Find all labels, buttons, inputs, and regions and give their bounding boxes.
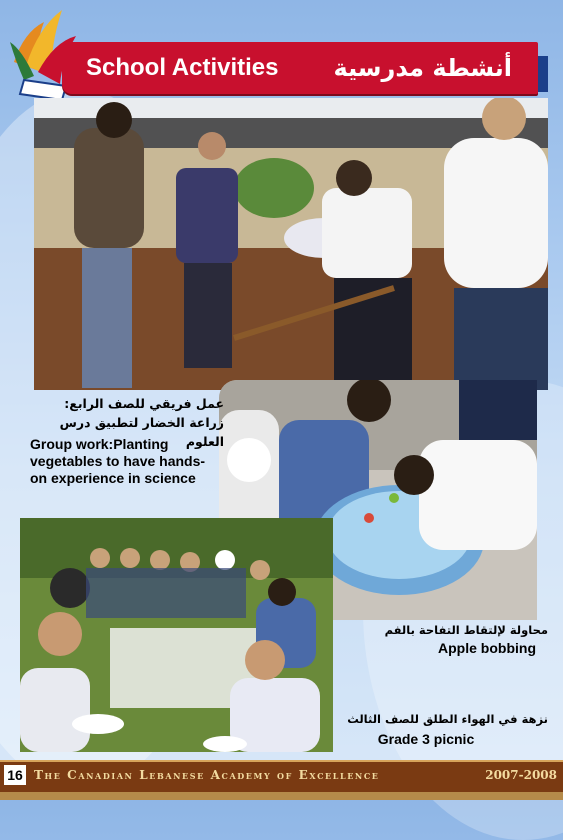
- footer-bar: [0, 760, 563, 794]
- caption-group-work: Group work:Planting vegetables to have hands-on experience in science: [30, 436, 206, 486]
- photo-planting: [34, 98, 548, 390]
- banner-accent: [538, 56, 548, 92]
- page-title-arabic: أنشطة مدرسية: [333, 54, 512, 82]
- page-title: School Activities: [86, 54, 279, 81]
- caption-apple-bobbing: Apple bobbing: [438, 640, 536, 656]
- caption-picnic-arabic: نزهة في الهواء الطلق للصف الثالث: [347, 712, 548, 726]
- footer-band: [0, 792, 563, 800]
- footer-title: The Canadian Lebanese Academy of Excellence: [34, 768, 380, 782]
- header-banner: [62, 42, 538, 94]
- caption-picnic: Grade 3 picnic: [377, 731, 475, 747]
- photo-picnic: [20, 518, 333, 752]
- footer-year: 2007-2008: [485, 768, 557, 782]
- caption-group-work-arabic: عمل فريقي للصف الرابع: زراعة الخضار لتطبيق درس العلوم: [59, 396, 224, 449]
- page-number: 16: [4, 765, 26, 785]
- caption-apple-bobbing-arabic: محاولة لإلتقاط التفاحة بالفم: [384, 623, 548, 637]
